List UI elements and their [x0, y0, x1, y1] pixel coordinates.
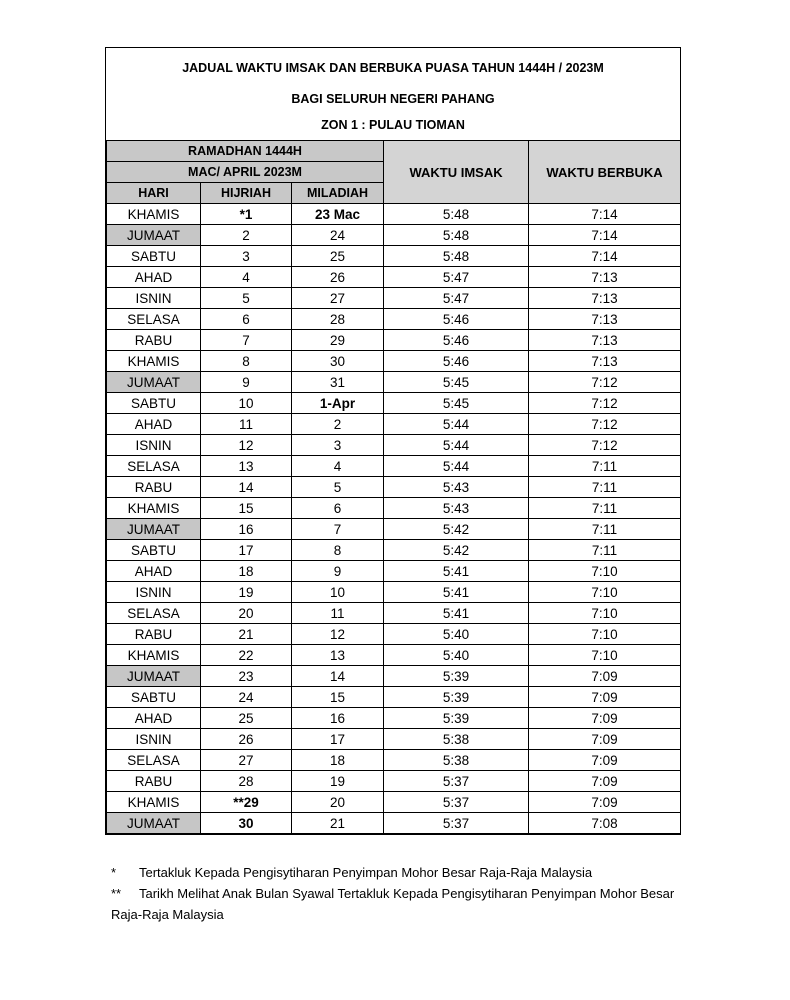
cell-miladiah: 23 Mac: [292, 204, 384, 225]
cell-miladiah: 17: [292, 729, 384, 750]
cell-hijriah: 25: [201, 708, 292, 729]
cell-hijriah: 2: [201, 225, 292, 246]
cell-hari: JUMAAT: [107, 372, 201, 393]
cell-miladiah: 3: [292, 435, 384, 456]
footnote-mark: *: [111, 865, 117, 880]
table-row: [107, 372, 681, 393]
cell-miladiah: 15: [292, 687, 384, 708]
cell-miladiah: 1-Apr: [292, 393, 384, 414]
title-state: BAGI SELURUH NEGERI PAHANG: [291, 92, 495, 106]
cell-miladiah: 29: [292, 330, 384, 351]
cell-berbuka: 7:10: [529, 603, 681, 624]
cell-miladiah: 2: [292, 414, 384, 435]
cell-berbuka: 7:09: [529, 708, 681, 729]
cell-hijriah: 27: [201, 750, 292, 771]
header-imsak: WAKTU IMSAK: [384, 141, 529, 204]
table-row: [107, 666, 681, 687]
cell-berbuka: 7:12: [529, 393, 681, 414]
timetable-body: [107, 204, 681, 834]
cell-berbuka: 7:10: [529, 582, 681, 603]
table-row: [107, 750, 681, 771]
cell-miladiah: 16: [292, 708, 384, 729]
cell-imsak: 5:47: [384, 288, 529, 309]
title-block: [106, 48, 680, 140]
title-main: JADUAL WAKTU IMSAK DAN BERBUKA PUASA TAHUN 1444H / 2023M: [182, 61, 604, 75]
cell-hari: AHAD: [107, 267, 201, 288]
cell-berbuka: 7:09: [529, 792, 681, 813]
cell-hari: KHAMIS: [107, 645, 201, 666]
table-row: [107, 603, 681, 624]
cell-imsak: 5:42: [384, 519, 529, 540]
cell-berbuka: 7:09: [529, 771, 681, 792]
cell-miladiah: 18: [292, 750, 384, 771]
cell-hari: SELASA: [107, 456, 201, 477]
cell-hijriah: 15: [201, 498, 292, 519]
cell-imsak: 5:48: [384, 246, 529, 267]
cell-imsak: 5:37: [384, 813, 529, 834]
cell-hijriah: 23: [201, 666, 292, 687]
cell-hari: AHAD: [107, 414, 201, 435]
cell-hari: JUMAAT: [107, 225, 201, 246]
cell-hari: RABU: [107, 771, 201, 792]
table-row: [107, 687, 681, 708]
timetable: [106, 140, 681, 834]
cell-berbuka: 7:09: [529, 666, 681, 687]
cell-hijriah: 7: [201, 330, 292, 351]
cell-miladiah: 8: [292, 540, 384, 561]
table-row: [107, 330, 681, 351]
table-row: [107, 540, 681, 561]
cell-hijriah: 6: [201, 309, 292, 330]
cell-imsak: 5:39: [384, 708, 529, 729]
cell-miladiah: 14: [292, 666, 384, 687]
cell-miladiah: 25: [292, 246, 384, 267]
cell-hijriah: **29: [201, 792, 292, 813]
cell-hari: JUMAAT: [107, 666, 201, 687]
cell-hari: ISNIN: [107, 729, 201, 750]
cell-miladiah: 11: [292, 603, 384, 624]
cell-imsak: 5:40: [384, 624, 529, 645]
cell-berbuka: 7:12: [529, 414, 681, 435]
cell-miladiah: 28: [292, 309, 384, 330]
cell-imsak: 5:42: [384, 540, 529, 561]
cell-imsak: 5:44: [384, 435, 529, 456]
cell-hari: RABU: [107, 624, 201, 645]
table-row: [107, 519, 681, 540]
cell-hari: RABU: [107, 330, 201, 351]
header-hijriah: HIJRIAH: [201, 183, 292, 204]
cell-berbuka: 7:11: [529, 519, 681, 540]
cell-hari: AHAD: [107, 561, 201, 582]
cell-imsak: 5:46: [384, 330, 529, 351]
title-zone: ZON 1 : PULAU TIOMAN: [321, 118, 465, 132]
cell-berbuka: 7:12: [529, 435, 681, 456]
cell-berbuka: 7:10: [529, 561, 681, 582]
cell-hijriah: 5: [201, 288, 292, 309]
footnotes: [111, 862, 691, 925]
cell-imsak: 5:48: [384, 225, 529, 246]
cell-hijriah: 21: [201, 624, 292, 645]
cell-berbuka: 7:10: [529, 645, 681, 666]
cell-miladiah: 26: [292, 267, 384, 288]
cell-miladiah: 4: [292, 456, 384, 477]
cell-berbuka: 7:10: [529, 624, 681, 645]
cell-berbuka: 7:13: [529, 288, 681, 309]
table-row: [107, 645, 681, 666]
cell-imsak: 5:38: [384, 750, 529, 771]
cell-berbuka: 7:14: [529, 204, 681, 225]
table-row: [107, 561, 681, 582]
cell-hari: JUMAAT: [107, 813, 201, 834]
cell-miladiah: 30: [292, 351, 384, 372]
cell-imsak: 5:47: [384, 267, 529, 288]
footnote-text: Tarikh Melihat Anak Bulan Syawal Tertakluk Kepada Pengisytiharan Penyimpan Mohor Besar Raja-Raja Malaysia: [111, 886, 675, 922]
table-row: [107, 729, 681, 750]
cell-berbuka: 7:09: [529, 750, 681, 771]
cell-miladiah: 9: [292, 561, 384, 582]
table-row: [107, 624, 681, 645]
table-row: [107, 225, 681, 246]
cell-hijriah: 17: [201, 540, 292, 561]
cell-hari: SABTU: [107, 393, 201, 414]
cell-imsak: 5:41: [384, 561, 529, 582]
cell-hari: SABTU: [107, 687, 201, 708]
cell-berbuka: 7:11: [529, 498, 681, 519]
cell-imsak: 5:37: [384, 771, 529, 792]
cell-imsak: 5:48: [384, 204, 529, 225]
cell-imsak: 5:43: [384, 498, 529, 519]
cell-hijriah: *1: [201, 204, 292, 225]
cell-berbuka: 7:08: [529, 813, 681, 834]
header-hari: HARI: [107, 183, 201, 204]
table-row: [107, 771, 681, 792]
cell-hari: RABU: [107, 477, 201, 498]
cell-imsak: 5:38: [384, 729, 529, 750]
cell-hari: SELASA: [107, 750, 201, 771]
table-row: [107, 414, 681, 435]
cell-imsak: 5:43: [384, 477, 529, 498]
cell-hijriah: 16: [201, 519, 292, 540]
cell-hijriah: 28: [201, 771, 292, 792]
cell-hari: SABTU: [107, 246, 201, 267]
cell-hari: KHAMIS: [107, 498, 201, 519]
cell-imsak: 5:39: [384, 666, 529, 687]
header-berbuka: WAKTU BERBUKA: [529, 141, 681, 204]
cell-hari: ISNIN: [107, 435, 201, 456]
header-ramadhan: RAMADHAN 1444H: [107, 141, 384, 162]
cell-hijriah: 8: [201, 351, 292, 372]
cell-miladiah: 12: [292, 624, 384, 645]
cell-hari: SABTU: [107, 540, 201, 561]
table-row: [107, 246, 681, 267]
cell-hijriah: 18: [201, 561, 292, 582]
cell-berbuka: 7:14: [529, 225, 681, 246]
cell-imsak: 5:45: [384, 372, 529, 393]
header-miladiah: MILADIAH: [292, 183, 384, 204]
cell-hari: SELASA: [107, 603, 201, 624]
cell-miladiah: 21: [292, 813, 384, 834]
cell-miladiah: 31: [292, 372, 384, 393]
cell-miladiah: 20: [292, 792, 384, 813]
cell-hijriah: 24: [201, 687, 292, 708]
table-row: [107, 477, 681, 498]
cell-berbuka: 7:09: [529, 687, 681, 708]
cell-hijriah: 20: [201, 603, 292, 624]
table-row: [107, 288, 681, 309]
cell-hijriah: 12: [201, 435, 292, 456]
cell-hijriah: 9: [201, 372, 292, 393]
cell-berbuka: 7:13: [529, 330, 681, 351]
table-row: [107, 204, 681, 225]
footnote-2: [111, 883, 691, 925]
table-row: [107, 309, 681, 330]
cell-berbuka: 7:14: [529, 246, 681, 267]
cell-hijriah: 4: [201, 267, 292, 288]
table-row: [107, 708, 681, 729]
table-row: [107, 456, 681, 477]
cell-miladiah: 7: [292, 519, 384, 540]
cell-hijriah: 30: [201, 813, 292, 834]
cell-imsak: 5:45: [384, 393, 529, 414]
cell-imsak: 5:46: [384, 309, 529, 330]
cell-imsak: 5:41: [384, 582, 529, 603]
cell-imsak: 5:46: [384, 351, 529, 372]
cell-miladiah: 27: [292, 288, 384, 309]
table-row: [107, 498, 681, 519]
cell-berbuka: 7:13: [529, 267, 681, 288]
cell-miladiah: 19: [292, 771, 384, 792]
footnote-mark: **: [111, 886, 122, 901]
cell-berbuka: 7:09: [529, 729, 681, 750]
timetable-sheet: [105, 47, 681, 835]
table-row: [107, 393, 681, 414]
cell-imsak: 5:44: [384, 414, 529, 435]
cell-imsak: 5:39: [384, 687, 529, 708]
cell-hari: AHAD: [107, 708, 201, 729]
cell-berbuka: 7:11: [529, 540, 681, 561]
cell-miladiah: 10: [292, 582, 384, 603]
cell-imsak: 5:41: [384, 603, 529, 624]
cell-hijriah: 26: [201, 729, 292, 750]
cell-hari: KHAMIS: [107, 351, 201, 372]
cell-hari: SELASA: [107, 309, 201, 330]
cell-hari: KHAMIS: [107, 204, 201, 225]
cell-hari: KHAMIS: [107, 792, 201, 813]
table-row: [107, 351, 681, 372]
table-row: [107, 267, 681, 288]
cell-hari: ISNIN: [107, 288, 201, 309]
cell-hijriah: 13: [201, 456, 292, 477]
footnote-text: Tertakluk Kepada Pengisytiharan Penyimpan Mohor Besar Raja-Raja Malaysia: [139, 865, 593, 880]
cell-miladiah: 5: [292, 477, 384, 498]
cell-imsak: 5:40: [384, 645, 529, 666]
cell-hari: ISNIN: [107, 582, 201, 603]
table-row: [107, 813, 681, 834]
cell-berbuka: 7:12: [529, 372, 681, 393]
cell-hijriah: 14: [201, 477, 292, 498]
cell-hijriah: 22: [201, 645, 292, 666]
header-month: MAC/ APRIL 2023M: [107, 162, 384, 183]
cell-berbuka: 7:13: [529, 351, 681, 372]
cell-miladiah: 13: [292, 645, 384, 666]
cell-hijriah: 11: [201, 414, 292, 435]
cell-miladiah: 6: [292, 498, 384, 519]
cell-berbuka: 7:13: [529, 309, 681, 330]
table-row: [107, 582, 681, 603]
cell-hijriah: 19: [201, 582, 292, 603]
cell-hijriah: 3: [201, 246, 292, 267]
cell-miladiah: 24: [292, 225, 384, 246]
footnote-1: [111, 862, 691, 883]
cell-berbuka: 7:11: [529, 477, 681, 498]
table-row: [107, 792, 681, 813]
cell-imsak: 5:44: [384, 456, 529, 477]
cell-berbuka: 7:11: [529, 456, 681, 477]
cell-hijriah: 10: [201, 393, 292, 414]
table-row: [107, 435, 681, 456]
cell-imsak: 5:37: [384, 792, 529, 813]
cell-hari: JUMAAT: [107, 519, 201, 540]
